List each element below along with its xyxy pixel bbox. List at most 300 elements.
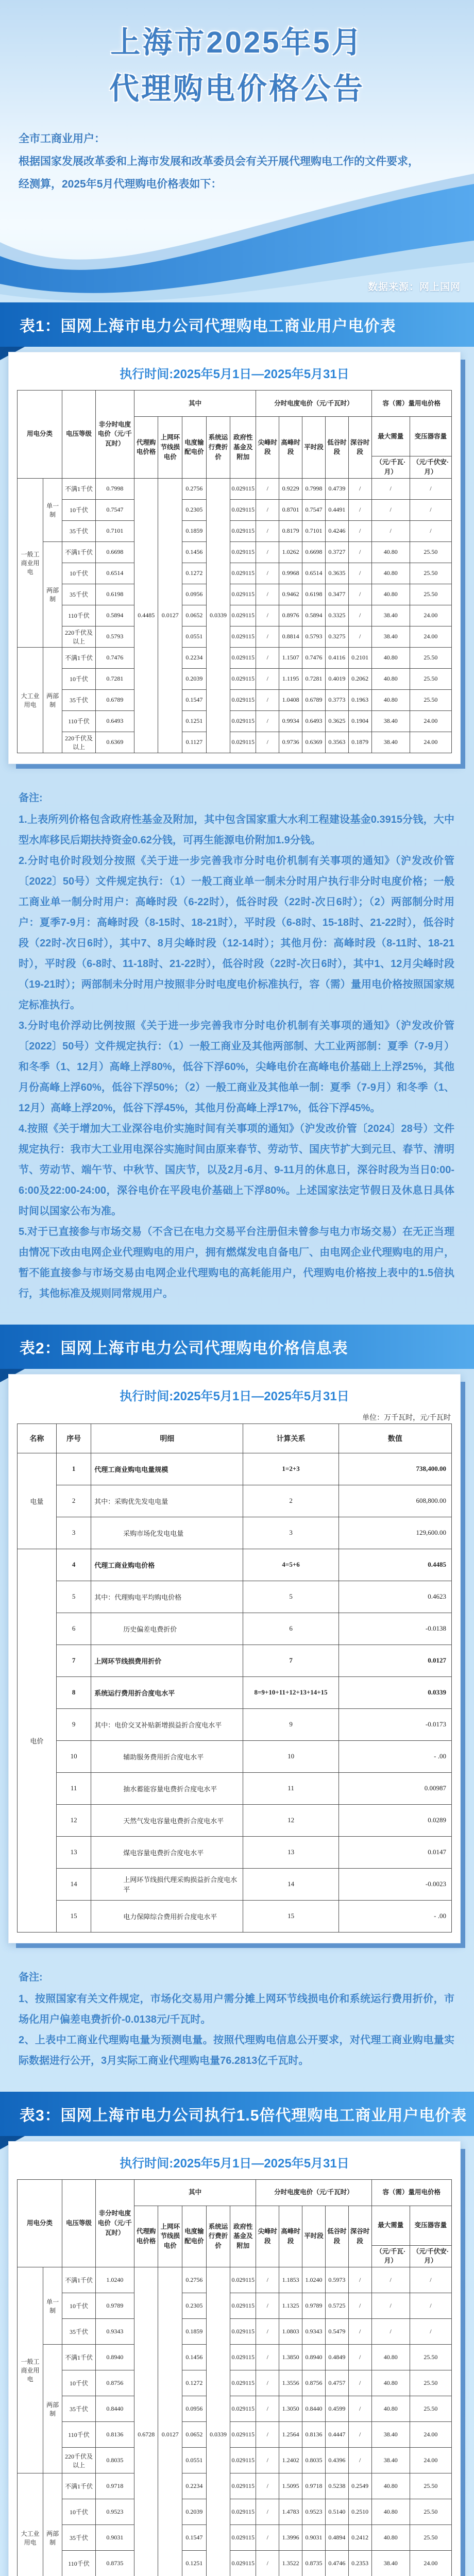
detail-cell: 电力保障综合费用折合度电水平: [91, 1900, 243, 1932]
valley-cell: 0.5140: [325, 2499, 348, 2525]
relation-cell: 5: [243, 1581, 338, 1613]
detail-cell: 代理工商业购电电量规模: [91, 1453, 243, 1485]
peak-cell: 1.0408: [279, 689, 302, 710]
col-classification: 用电分类: [18, 391, 62, 479]
peak-cell: 0.8814: [279, 626, 302, 647]
gov-fund-cell: 0.029115: [230, 2370, 256, 2396]
price-row: [18, 2370, 452, 2396]
relation-cell: 8=9+10+11+12+13+14+15: [243, 1676, 338, 1708]
voltage-cell: 110千伏: [62, 710, 96, 732]
price-row: [18, 2396, 452, 2422]
price-row: [18, 563, 452, 584]
demand-cell: /: [371, 2319, 410, 2345]
system-cell: 两部制: [43, 541, 62, 647]
detail-cell: 历史偏差电费折价: [91, 1613, 243, 1645]
col-transformer-unit: （元/千伏安·月）: [410, 456, 451, 479]
price-row: [18, 689, 452, 710]
col-trans-dist: 电度输配电价: [182, 417, 207, 479]
deep-cell: /: [348, 478, 371, 499]
voltage-cell: 10千伏: [62, 668, 96, 689]
transformer-cell: 24.00: [410, 2448, 451, 2473]
info-row: [18, 1613, 452, 1645]
sharp-cell: /: [256, 541, 279, 563]
demand-cell: 40.80: [371, 689, 410, 710]
system-fee-cell: 0.0339: [206, 478, 230, 753]
detail-cell: 辅助服务费用折合度电水平: [91, 1740, 243, 1772]
deep-cell: 0.1879: [348, 732, 371, 753]
deep-cell: /: [348, 2319, 371, 2345]
index-cell: 8: [56, 1676, 91, 1708]
transformer-cell: /: [410, 2319, 451, 2345]
gov-fund-cell: 0.029115: [230, 2551, 256, 2576]
peak-cell: 0.9736: [279, 732, 302, 753]
valley-cell: 0.3325: [325, 605, 348, 626]
peak-cell: 0.8179: [279, 520, 302, 541]
detail-cell: 系统运行费用折合度电水平: [91, 1676, 243, 1708]
deep-cell: /: [348, 605, 371, 626]
demand-cell: 38.40: [371, 2551, 410, 2576]
relation-cell: 2: [243, 1485, 338, 1517]
info-row: [18, 1645, 452, 1676]
valley-cell: 0.5725: [325, 2293, 348, 2319]
price-row: [18, 2293, 452, 2319]
system-cell: 两部制: [43, 2473, 62, 2576]
flat-cell: 0.7998: [302, 478, 326, 499]
deep-cell: /: [348, 2267, 371, 2293]
voltage-cell: 220千伏及以上: [62, 732, 96, 753]
price-row: [18, 732, 452, 753]
voltage-cell: 35千伏: [62, 584, 96, 605]
non-tou-cell: 0.5793: [95, 626, 134, 647]
non-tou-cell: 0.8136: [95, 2422, 134, 2448]
valley-cell: 0.4116: [325, 647, 348, 668]
gov-fund-cell: 0.029115: [230, 563, 256, 584]
price-row: [18, 2448, 452, 2473]
sharp-cell: /: [256, 2525, 279, 2551]
relation-cell: 1=2+3: [243, 1453, 338, 1485]
transformer-cell: 25.50: [410, 689, 451, 710]
sharp-cell: /: [256, 2370, 279, 2396]
transformer-cell: /: [410, 499, 451, 520]
deep-cell: 0.2510: [348, 2499, 371, 2525]
dist-price-cell: 0.0956: [182, 584, 207, 605]
demand-cell: 40.80: [371, 541, 410, 563]
valley-cell: 0.4019: [325, 668, 348, 689]
sharp-cell: /: [256, 2422, 279, 2448]
intro-line-1: 全市工商业用户：: [19, 128, 459, 150]
index-cell: 14: [56, 1868, 91, 1900]
table2-banner-label: 表2：国网上海市电力公司代理购电价格信息表: [20, 1335, 348, 1358]
sharp-cell: /: [256, 689, 279, 710]
col-tou: 分时电度电价（元/千瓦时）: [256, 2179, 371, 2206]
gov-fund-cell: 0.029115: [230, 2267, 256, 2293]
price-row: [18, 668, 452, 689]
sharp-cell: /: [256, 499, 279, 520]
peak-cell: 0.9462: [279, 584, 302, 605]
valley-cell: 0.3773: [325, 689, 348, 710]
voltage-cell: 110千伏: [62, 2551, 96, 2576]
table3-card: [8, 2141, 461, 2576]
dist-price-cell: 0.1251: [182, 710, 207, 732]
gov-fund-cell: 0.029115: [230, 626, 256, 647]
transformer-cell: 25.50: [410, 584, 451, 605]
transformer-cell: /: [410, 520, 451, 541]
flat-cell: 0.8136: [302, 2422, 326, 2448]
sharp-cell: /: [256, 2293, 279, 2319]
note-item: 2.分时电价时段划分按照《关于进一步完善我市分时电价机制有关事项的通知》（沪发改价管〔2022〕50号）文件规定执行：（1）一般工商业单一制未分时用户执行非分时电度价格；一般工商业单一制分时用户：高峰时段（6-22时），低谷时段（22时-次日6时）；（2）两部制分时用户：夏季7-9月：高峰时段（8-15时、18-21时），平时段（6-8时、15-18时、21-22时），低谷时段（22时-次日6时），其中7、8月尖峰时段（12-14时）；其他月份：高峰时段（8-11时、18-21时），平时段（6-8时、11-18时、21-22时），低谷时段（22时-次日6时），其中1、12月尖峰时段（19-21时）；两部制未分时用户按照非分时电度电价标准执行，容（需）量用电价格按照国家规定标准执行。: [19, 851, 454, 1015]
peak-cell: 0.9229: [279, 478, 302, 499]
dist-price-cell: 0.1251: [182, 2551, 207, 2576]
dist-price-cell: 0.1272: [182, 2370, 207, 2396]
system-cell: 单一制: [43, 478, 62, 541]
price-row: [18, 626, 452, 647]
peak-cell: 0.9968: [279, 563, 302, 584]
peak-cell: 1.4783: [279, 2499, 302, 2525]
non-tou-cell: 0.6698: [95, 541, 134, 563]
voltage-cell: 不满1千伏: [62, 478, 96, 499]
peak-cell: 0.9934: [279, 710, 302, 732]
col-valley: 低谷时段: [325, 417, 348, 479]
non-tou-cell: 0.7101: [95, 520, 134, 541]
non-tou-cell: 0.8035: [95, 2448, 134, 2473]
index-cell: 10: [56, 1740, 91, 1772]
gov-fund-cell: 0.029115: [230, 2448, 256, 2473]
gov-fund-cell: 0.029115: [230, 732, 256, 753]
intro-text: [19, 128, 459, 196]
gov-fund-cell: 0.029115: [230, 605, 256, 626]
non-tou-cell: 0.8440: [95, 2396, 134, 2422]
index-cell: 4: [56, 1549, 91, 1581]
dist-price-cell: 0.2039: [182, 2499, 207, 2525]
agency-price-cell: 0.6728: [134, 2267, 158, 2576]
col-demand-unit: （元/千瓦·月）: [371, 456, 410, 479]
demand-cell: /: [371, 520, 410, 541]
dist-price-cell: 0.1127: [182, 732, 207, 753]
value-cell: - .00: [338, 1900, 451, 1932]
index-cell: 6: [56, 1613, 91, 1645]
index-cell: 2: [56, 1485, 91, 1517]
voltage-cell: 10千伏: [62, 2370, 96, 2396]
flat-cell: 0.9718: [302, 2473, 326, 2499]
flat-cell: 0.7547: [302, 499, 326, 520]
col-capacity-price: 容（需）量用电价格: [371, 391, 451, 417]
note-item: 3.分时电价浮动比例按照《关于进一步完善我市分时电价机制有关事项的通知》（沪发改价管〔2022〕50号）文件规定执行：（1）一般工商业及其他两部制、大工业两部制：夏季（7-9月）和冬季（1、12月）高峰上浮80%，低谷下浮60%，尖峰电价在高峰电价基础上上浮25%，其他月份高峰上浮60%，低谷下浮50%；（2）一般工商业及其他单一制：夏季（7-9月）和冬季（1、12月）高峰上浮20%，低谷下浮45%，其他月份高峰上浮17%，低谷下浮45%。: [19, 1015, 454, 1118]
voltage-cell: 110千伏: [62, 605, 96, 626]
demand-cell: 40.80: [371, 2473, 410, 2499]
col-relation: 计算关系: [243, 1423, 338, 1453]
intro-line-2: 根据国家发展改革委和上海市发展和改革委员会有关开展代理购电工作的文件要求，: [19, 150, 459, 173]
sharp-cell: /: [256, 668, 279, 689]
demand-cell: 40.80: [371, 668, 410, 689]
relation-cell: 10: [243, 1740, 338, 1772]
col-demand-unit: （元/千瓦·月）: [371, 2245, 410, 2267]
price-table-3: [17, 2179, 452, 2576]
flat-cell: 0.9031: [302, 2525, 326, 2551]
price-row: [18, 605, 452, 626]
deep-cell: 0.2101: [348, 647, 371, 668]
deep-cell: /: [348, 563, 371, 584]
table2-body: [18, 1453, 452, 1932]
non-tou-cell: 0.9031: [95, 2525, 134, 2551]
non-tou-cell: 0.6789: [95, 689, 134, 710]
gov-fund-cell: 0.029115: [230, 2396, 256, 2422]
valley-cell: 0.3635: [325, 563, 348, 584]
peak-cell: 1.3556: [279, 2370, 302, 2396]
table2-exec-time: 执行时间:2025年5月1日—2025年5月31日: [17, 1386, 452, 1404]
price-table-1: [17, 390, 452, 753]
detail-cell: 抽水蓄能容量电费折合度电水平: [91, 1772, 243, 1804]
demand-cell: 38.40: [371, 605, 410, 626]
deep-cell: /: [348, 541, 371, 563]
peak-cell: 1.3050: [279, 2396, 302, 2422]
price-row: [18, 647, 452, 668]
col-transformer: 变压器容量: [410, 2206, 451, 2245]
gov-fund-cell: 0.029115: [230, 2422, 256, 2448]
deep-cell: /: [348, 2422, 371, 2448]
col-deep: 深谷时段: [348, 2206, 371, 2267]
table1-banner-label: 表1：国网上海市电力公司代理购电工商业用户电价表: [20, 313, 396, 336]
demand-cell: /: [371, 478, 410, 499]
detail-cell: 其中：采购优先发电电量: [91, 1485, 243, 1517]
table2-banner: [0, 1325, 474, 1369]
class-cell: 大工业用电: [18, 647, 43, 753]
flat-cell: 0.6789: [302, 689, 326, 710]
value-cell: 0.0339: [338, 1676, 451, 1708]
valley-cell: 0.5238: [325, 2473, 348, 2499]
line-loss-cell: 0.0127: [158, 2267, 182, 2576]
transformer-cell: 25.50: [410, 647, 451, 668]
col-value: 数值: [338, 1423, 451, 1453]
price-row: [18, 2525, 452, 2551]
demand-cell: /: [371, 2293, 410, 2319]
index-cell: 9: [56, 1708, 91, 1740]
price-row: [18, 710, 452, 732]
voltage-cell: 35千伏: [62, 2319, 96, 2345]
deep-cell: /: [348, 626, 371, 647]
demand-cell: /: [371, 2267, 410, 2293]
dist-price-cell: 0.2234: [182, 2473, 207, 2499]
table3-body: [18, 2267, 452, 2576]
note-item: 1、按照国家有关文件规定，市场化交易用户需分摊上网环节线损电价和系统运行费用折价，市场化用户偏差电费折价-0.0138元/千瓦时。: [19, 1989, 454, 2030]
demand-cell: 40.80: [371, 2396, 410, 2422]
transformer-cell: 25.50: [410, 541, 451, 563]
table1-card: [8, 352, 461, 764]
non-tou-cell: 0.9718: [95, 2473, 134, 2499]
transformer-cell: 24.00: [410, 626, 451, 647]
system-cell: 单一制: [43, 2267, 62, 2345]
transformer-cell: 25.50: [410, 2396, 451, 2422]
sharp-cell: /: [256, 2448, 279, 2473]
voltage-cell: 35千伏: [62, 2396, 96, 2422]
detail-cell: 代理工商业购电价格: [91, 1549, 243, 1581]
gov-fund-cell: 0.029115: [230, 2525, 256, 2551]
gov-fund-cell: 0.029115: [230, 2473, 256, 2499]
transformer-cell: 25.50: [410, 668, 451, 689]
valley-cell: 0.4894: [325, 2525, 348, 2551]
page-title: [0, 20, 474, 112]
dist-price-cell: 0.0652: [182, 2422, 207, 2448]
col-gov-fund: 政府性基金及附加: [230, 2206, 256, 2267]
col-capacity-price: 容（需）量用电价格: [371, 2179, 451, 2206]
dist-price-cell: 0.2305: [182, 499, 207, 520]
value-cell: 0.00987: [338, 1772, 451, 1804]
gov-fund-cell: 0.029115: [230, 2293, 256, 2319]
transformer-cell: 24.00: [410, 2422, 451, 2448]
dist-price-cell: 0.0956: [182, 2396, 207, 2422]
valley-cell: 0.4246: [325, 520, 348, 541]
relation-cell: 7: [243, 1645, 338, 1676]
col-agency: 代理购电价格: [134, 417, 158, 479]
valley-cell: 0.3727: [325, 541, 348, 563]
table1-banner: [0, 302, 474, 347]
valley-cell: 0.3477: [325, 584, 348, 605]
col-voltage: 电压等级: [62, 2179, 96, 2267]
col-peak: 高峰时段: [279, 417, 302, 479]
voltage-cell: 110千伏: [62, 2422, 96, 2448]
price-row: [18, 541, 452, 563]
table3-banner-label: 表3：国网上海市电力公司执行1.5倍代理购电工商业用户电价表: [20, 2103, 467, 2125]
sharp-cell: /: [256, 2319, 279, 2345]
transformer-cell: 25.50: [410, 2499, 451, 2525]
sharp-cell: /: [256, 563, 279, 584]
col-deep: 深谷时段: [348, 417, 371, 479]
flat-cell: 0.6493: [302, 710, 326, 732]
intro-line-3: 经测算，2025年5月代理购电价格表如下：: [19, 173, 459, 196]
value-cell: - .00: [338, 1740, 451, 1772]
col-classification: 用电分类: [18, 2179, 62, 2267]
non-tou-cell: 1.0240: [95, 2267, 134, 2293]
relation-cell: 14: [243, 1868, 338, 1900]
table2-card: [8, 1374, 461, 1943]
info-row: [18, 1772, 452, 1804]
dist-price-cell: 0.1859: [182, 520, 207, 541]
non-tou-cell: 0.7476: [95, 647, 134, 668]
flat-cell: 0.5894: [302, 605, 326, 626]
voltage-cell: 10千伏: [62, 563, 96, 584]
valley-cell: 0.3563: [325, 732, 348, 753]
detail-cell: 其中：电价交叉补贴新增损益折合度电水平: [91, 1708, 243, 1740]
voltage-cell: 35千伏: [62, 689, 96, 710]
deep-cell: 0.2549: [348, 2473, 371, 2499]
table3-exec-time: 执行时间:2025年5月1日—2025年5月31日: [17, 2153, 452, 2171]
detail-cell: 其中：代理购电平均购电价格: [91, 1581, 243, 1613]
voltage-cell: 不满1千伏: [62, 647, 96, 668]
flat-cell: 0.6198: [302, 584, 326, 605]
demand-cell: 40.80: [371, 2345, 410, 2370]
dist-price-cell: 0.1456: [182, 541, 207, 563]
non-tou-cell: 0.6493: [95, 710, 134, 732]
peak-cell: 1.1507: [279, 647, 302, 668]
dist-price-cell: 0.2234: [182, 647, 207, 668]
value-cell: 0.4485: [338, 1549, 451, 1581]
note-item: 1.上表所列价格包含政府性基金及附加，其中包含国家重大水利工程建设基金0.3915分钱，大中型水库移民后期扶持资金0.62分钱，可再生能源电价附加1.9分钱。: [19, 809, 454, 851]
col-line-loss: 上网环节线损电价: [158, 417, 182, 479]
index-cell: 15: [56, 1900, 91, 1932]
peak-cell: 1.1853: [279, 2267, 302, 2293]
demand-cell: /: [371, 499, 410, 520]
transformer-cell: 24.00: [410, 710, 451, 732]
dist-price-cell: 0.1859: [182, 2319, 207, 2345]
table1-body: [18, 478, 452, 753]
valley-cell: 0.4491: [325, 499, 348, 520]
sharp-cell: /: [256, 732, 279, 753]
dist-price-cell: 0.1456: [182, 2345, 207, 2370]
flat-cell: 1.0240: [302, 2267, 326, 2293]
relation-cell: 4=5+6: [243, 1549, 338, 1581]
col-sharp: 尖峰时段: [256, 2206, 279, 2267]
col-max-demand: 最大需量: [371, 2206, 410, 2245]
flat-cell: 0.8940: [302, 2345, 326, 2370]
info-row: [18, 1900, 452, 1932]
value-cell: 738,400.00: [338, 1453, 451, 1485]
transformer-cell: 25.50: [410, 563, 451, 584]
info-row: [18, 1517, 452, 1549]
non-tou-cell: 0.6514: [95, 563, 134, 584]
note-item: 2、上表中工商业代理购电量为预测电量。按照代理购电信息公开要求，对代理工商业购电量实际数据进行公开，3月实际工商业代理购电量76.2813亿千瓦时。: [19, 2030, 454, 2071]
gov-fund-cell: 0.029115: [230, 2345, 256, 2370]
relation-cell: 12: [243, 1804, 338, 1836]
flat-cell: 0.8735: [302, 2551, 326, 2576]
deep-cell: /: [348, 584, 371, 605]
voltage-cell: 10千伏: [62, 2293, 96, 2319]
non-tou-cell: 0.8756: [95, 2370, 134, 2396]
price-row: [18, 2267, 452, 2293]
col-voltage: 电压等级: [62, 391, 96, 479]
voltage-cell: 不满1千伏: [62, 541, 96, 563]
valley-cell: 0.4849: [325, 2345, 348, 2370]
non-tou-cell: 0.9789: [95, 2293, 134, 2319]
gov-fund-cell: 0.029115: [230, 2319, 256, 2345]
table1-exec-time: 执行时间:2025年5月1日—2025年5月31日: [17, 364, 452, 382]
non-tou-cell: 0.9523: [95, 2499, 134, 2525]
gov-fund-cell: 0.029115: [230, 2499, 256, 2525]
voltage-cell: 不满1千伏: [62, 2473, 96, 2499]
col-transformer-unit: （元/千伏安·月）: [410, 2245, 451, 2267]
sharp-cell: /: [256, 520, 279, 541]
flat-cell: 0.6369: [302, 732, 326, 753]
deep-cell: /: [348, 2345, 371, 2370]
price-row: [18, 584, 452, 605]
col-gov-fund: 政府性基金及附加: [230, 417, 256, 479]
demand-cell: 40.80: [371, 2525, 410, 2551]
valley-cell: 0.4599: [325, 2396, 348, 2422]
dist-price-cell: 0.0551: [182, 626, 207, 647]
non-tou-cell: 0.7998: [95, 478, 134, 499]
dist-price-cell: 0.2756: [182, 2267, 207, 2293]
gov-fund-cell: 0.029115: [230, 541, 256, 563]
value-cell: 129,600.00: [338, 1517, 451, 1549]
voltage-cell: 10千伏: [62, 2499, 96, 2525]
transformer-cell: 25.50: [410, 2370, 451, 2396]
sharp-cell: /: [256, 478, 279, 499]
notes-label: 备注:: [19, 1967, 454, 1988]
relation-cell: 13: [243, 1836, 338, 1868]
index-cell: 3: [56, 1517, 91, 1549]
voltage-cell: 220千伏及以上: [62, 626, 96, 647]
deep-cell: /: [348, 2293, 371, 2319]
price-row: [18, 2473, 452, 2499]
relation-cell: 15: [243, 1900, 338, 1932]
relation-cell: 6: [243, 1613, 338, 1645]
demand-cell: 40.80: [371, 584, 410, 605]
index-cell: 7: [56, 1645, 91, 1676]
flat-cell: 0.7281: [302, 668, 326, 689]
index-cell: 13: [56, 1836, 91, 1868]
voltage-cell: 10千伏: [62, 499, 96, 520]
agency-price-cell: 0.4485: [134, 478, 158, 753]
gov-fund-cell: 0.029115: [230, 584, 256, 605]
value-cell: -0.0138: [338, 1613, 451, 1645]
